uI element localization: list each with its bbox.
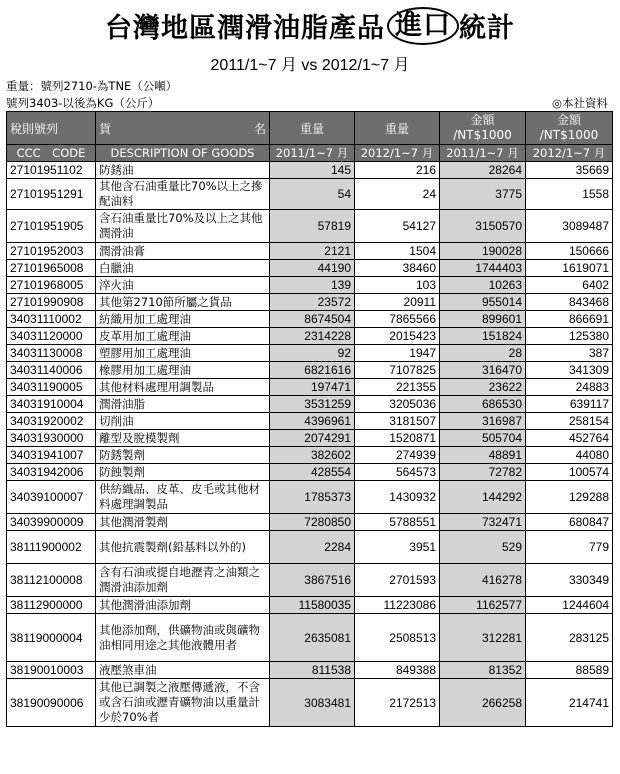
cell-description: 含有石油或提自地瀝青之油類之潤滑油添加劑 <box>96 564 270 597</box>
cell-amount-2011: 316470 <box>440 362 526 379</box>
cell-weight-2012: 2508513 <box>355 614 440 662</box>
cell-description: 皮革用加工處理油 <box>96 328 270 345</box>
cell-weight-2012: 5788551 <box>355 514 440 531</box>
cell-code: 34031941007 <box>7 447 96 464</box>
table-row <box>7 179 613 210</box>
cell-weight-2012: 216 <box>355 162 440 179</box>
cell-weight-2011: 139 <box>270 277 355 294</box>
cell-weight-2011: 4396961 <box>270 413 355 430</box>
cell-weight-2012: 849388 <box>355 662 440 679</box>
cell-weight-2011: 2314228 <box>270 328 355 345</box>
cell-weight-2012: 1947 <box>355 345 440 362</box>
cell-code: 34031930000 <box>7 430 96 447</box>
page-title <box>105 6 515 45</box>
cell-amount-2012: 100574 <box>526 464 613 481</box>
cell-weight-2011: 54 <box>270 179 355 210</box>
table-row <box>7 311 613 328</box>
cell-code: 34039100007 <box>7 481 96 514</box>
cell-weight-2011: 44190 <box>270 260 355 277</box>
cell-description: 防銹油 <box>96 162 270 179</box>
cell-amount-2012: 35669 <box>526 162 613 179</box>
cell-amount-2012: 1558 <box>526 179 613 210</box>
cell-amount-2012: 6402 <box>526 277 613 294</box>
cell-weight-2012: 274939 <box>355 447 440 464</box>
cell-weight-2012: 221355 <box>355 379 440 396</box>
subheader-period-amount-2011: 2011/1~7 月 <box>440 145 526 162</box>
header-desc-left: 貨 <box>99 121 112 136</box>
header-weight-2011: 重量 <box>270 112 355 145</box>
title-main: 台灣地區潤滑油脂產品 <box>105 13 385 44</box>
cell-description: 其他含石油重量比70%以上之摻配油料 <box>96 179 270 210</box>
cell-weight-2011: 145 <box>270 162 355 179</box>
cell-amount-2011: 416278 <box>440 564 526 597</box>
cell-amount-2012: 214741 <box>526 679 613 727</box>
cell-weight-2012: 1520871 <box>355 430 440 447</box>
cell-amount-2011: 10263 <box>440 277 526 294</box>
cell-amount-2012: 44080 <box>526 447 613 464</box>
table-row <box>7 345 613 362</box>
subheader-code: CCC CODE <box>7 145 96 162</box>
title-circled-word: 進口 <box>387 7 459 45</box>
header-desc-right: 名 <box>253 121 266 136</box>
table-row <box>7 362 613 379</box>
header-amount-2011: 金額 /NT$1000 <box>440 112 526 145</box>
cell-amount-2012: 779 <box>526 531 613 564</box>
table-row <box>7 614 613 662</box>
table-row <box>7 396 613 413</box>
cell-amount-2012: 330349 <box>526 564 613 597</box>
cell-amount-2011: 28264 <box>440 162 526 179</box>
cell-weight-2012: 564573 <box>355 464 440 481</box>
cell-weight-2012: 2172513 <box>355 679 440 727</box>
cell-description: 其他潤滑油添加劑 <box>96 597 270 614</box>
header-weight-2012: 重量 <box>355 112 440 145</box>
cell-amount-2011: 48891 <box>440 447 526 464</box>
cell-amount-2011: 1744403 <box>440 260 526 277</box>
cell-code: 34031190005 <box>7 379 96 396</box>
cell-amount-2011: 72782 <box>440 464 526 481</box>
cell-weight-2012: 11223086 <box>355 597 440 614</box>
cell-weight-2011: 2074291 <box>270 430 355 447</box>
cell-weight-2011: 428554 <box>270 464 355 481</box>
cell-description: 離型及脫模製劑 <box>96 430 270 447</box>
cell-code: 38111900002 <box>7 531 96 564</box>
table-header-row <box>7 112 613 145</box>
cell-amount-2012: 258154 <box>526 413 613 430</box>
table-row <box>7 277 613 294</box>
cell-description: 切削油 <box>96 413 270 430</box>
cell-code: 27101952003 <box>7 243 96 260</box>
cell-amount-2012: 387 <box>526 345 613 362</box>
cell-code: 38119000004 <box>7 614 96 662</box>
page-subtitle: 2011/1~7 月 vs 2012/1~7 月 <box>210 57 410 74</box>
cell-description: 塑膠用加工處理油 <box>96 345 270 362</box>
cell-amount-2012: 88589 <box>526 662 613 679</box>
subheader-description: DESCRIPTION OF GOODS <box>96 145 270 162</box>
cell-amount-2012: 125380 <box>526 328 613 345</box>
cell-amount-2011: 312281 <box>440 614 526 662</box>
cell-description: 防蝕製劑 <box>96 464 270 481</box>
cell-amount-2011: 144292 <box>440 481 526 514</box>
cell-code: 38190090006 <box>7 679 96 727</box>
cell-amount-2012: 129288 <box>526 481 613 514</box>
table-row <box>7 564 613 597</box>
cell-amount-2012: 680847 <box>526 514 613 531</box>
cell-amount-2011: 505704 <box>440 430 526 447</box>
cell-code: 38112100008 <box>7 564 96 597</box>
cell-weight-2011: 11580035 <box>270 597 355 614</box>
header-amount-2012: 金額 /NT$1000 <box>526 112 613 145</box>
cell-amount-2012: 866691 <box>526 311 613 328</box>
table-row <box>7 447 613 464</box>
cell-description: 含石油重量比70%及以上之其他潤滑油 <box>96 210 270 243</box>
source-note: ◎本社資料 <box>551 96 608 110</box>
cell-amount-2011: 316987 <box>440 413 526 430</box>
cell-weight-2012: 24 <box>355 179 440 210</box>
cell-amount-2011: 151824 <box>440 328 526 345</box>
cell-weight-2011: 2121 <box>270 243 355 260</box>
cell-amount-2011: 3775 <box>440 179 526 210</box>
cell-description: 其他潤滑製劑 <box>96 514 270 531</box>
cell-description: 其他材料處理用調製品 <box>96 379 270 396</box>
cell-weight-2011: 3531259 <box>270 396 355 413</box>
cell-weight-2012: 3205036 <box>355 396 440 413</box>
table-row <box>7 379 613 396</box>
cell-amount-2012: 843468 <box>526 294 613 311</box>
subheader-period-amount-2012: 2012/1~7 月 <box>526 145 613 162</box>
cell-amount-2012: 150666 <box>526 243 613 260</box>
table-row <box>7 531 613 564</box>
cell-code: 27101968005 <box>7 277 96 294</box>
cell-description: 其他第2710節所屬之貨品 <box>96 294 270 311</box>
cell-amount-2011: 1162577 <box>440 597 526 614</box>
table-row <box>7 243 613 260</box>
subheader-period-weight-2012: 2012/1~7 月 <box>355 145 440 162</box>
cell-amount-2012: 639117 <box>526 396 613 413</box>
cell-amount-2011: 266258 <box>440 679 526 727</box>
cell-amount-2012: 3089487 <box>526 210 613 243</box>
cell-code: 34031140006 <box>7 362 96 379</box>
cell-weight-2011: 23572 <box>270 294 355 311</box>
table-row <box>7 162 613 179</box>
cell-weight-2011: 6821616 <box>270 362 355 379</box>
cell-amount-2011: 529 <box>440 531 526 564</box>
table-row <box>7 328 613 345</box>
cell-amount-2011: 686530 <box>440 396 526 413</box>
cell-code: 34031110002 <box>7 311 96 328</box>
unit-note-line2: 號列3403-以後為KG（公斤） <box>6 96 160 110</box>
cell-code: 27101990908 <box>7 294 96 311</box>
cell-weight-2011: 2284 <box>270 531 355 564</box>
cell-weight-2012: 38460 <box>355 260 440 277</box>
cell-weight-2011: 3083481 <box>270 679 355 727</box>
table-row <box>7 413 613 430</box>
table-row <box>7 430 613 447</box>
cell-weight-2012: 103 <box>355 277 440 294</box>
table-row <box>7 481 613 514</box>
title-container <box>0 6 620 45</box>
cell-amount-2012: 1619071 <box>526 260 613 277</box>
cell-description: 橡膠用加工處理油 <box>96 362 270 379</box>
cell-amount-2012: 24883 <box>526 379 613 396</box>
cell-code: 38112900000 <box>7 597 96 614</box>
cell-code: 27101965008 <box>7 260 96 277</box>
table-row <box>7 260 613 277</box>
import-statistics-table <box>6 111 613 727</box>
cell-weight-2011: 92 <box>270 345 355 362</box>
header-code: 稅則號列 <box>7 112 96 145</box>
table-row <box>7 210 613 243</box>
cell-code: 38190010003 <box>7 662 96 679</box>
cell-weight-2012: 54127 <box>355 210 440 243</box>
table-subheader-row <box>7 145 613 162</box>
cell-description: 紡織用加工處理油 <box>96 311 270 328</box>
cell-description: 液壓煞車油 <box>96 662 270 679</box>
cell-weight-2012: 7107825 <box>355 362 440 379</box>
unit-note-line1: 重量：號列2710-為TNE（公噸） <box>6 79 178 93</box>
header-description <box>96 112 270 145</box>
table-row <box>7 464 613 481</box>
cell-weight-2012: 1504 <box>355 243 440 260</box>
table-row <box>7 679 613 727</box>
cell-description: 其他抗震製劑(鉛基料以外的) <box>96 531 270 564</box>
cell-description: 潤滑油脂 <box>96 396 270 413</box>
title-tail: 統計 <box>459 13 515 44</box>
cell-weight-2012: 3181507 <box>355 413 440 430</box>
cell-code: 34031942006 <box>7 464 96 481</box>
cell-amount-2011: 28 <box>440 345 526 362</box>
cell-code: 34031910004 <box>7 396 96 413</box>
cell-amount-2012: 1244604 <box>526 597 613 614</box>
cell-description: 白臘油 <box>96 260 270 277</box>
cell-description: 防銹製劑 <box>96 447 270 464</box>
cell-weight-2011: 1785373 <box>270 481 355 514</box>
cell-code: 34039900009 <box>7 514 96 531</box>
table-row <box>7 662 613 679</box>
cell-weight-2011: 3867516 <box>270 564 355 597</box>
cell-weight-2011: 382602 <box>270 447 355 464</box>
cell-description: 淬火油 <box>96 277 270 294</box>
subheader-period-weight-2011: 2011/1~7 月 <box>270 145 355 162</box>
cell-weight-2011: 57819 <box>270 210 355 243</box>
cell-amount-2011: 899601 <box>440 311 526 328</box>
cell-weight-2012: 7865566 <box>355 311 440 328</box>
table-body <box>7 162 613 727</box>
cell-weight-2012: 1430932 <box>355 481 440 514</box>
cell-code: 34031120000 <box>7 328 96 345</box>
cell-amount-2011: 955014 <box>440 294 526 311</box>
cell-code: 34031920002 <box>7 413 96 430</box>
cell-code: 27101951905 <box>7 210 96 243</box>
cell-weight-2012: 20911 <box>355 294 440 311</box>
cell-amount-2012: 452764 <box>526 430 613 447</box>
cell-weight-2011: 8674504 <box>270 311 355 328</box>
cell-weight-2012: 2701593 <box>355 564 440 597</box>
table-row <box>7 294 613 311</box>
cell-code: 27101951102 <box>7 162 96 179</box>
cell-amount-2011: 732471 <box>440 514 526 531</box>
cell-weight-2011: 197471 <box>270 379 355 396</box>
table-row <box>7 597 613 614</box>
cell-amount-2011: 81352 <box>440 662 526 679</box>
cell-amount-2011: 23622 <box>440 379 526 396</box>
table-row <box>7 514 613 531</box>
cell-amount-2012: 341309 <box>526 362 613 379</box>
cell-description: 供紡織品、皮革、皮毛或其他材料處理調製品 <box>96 481 270 514</box>
cell-description: 其他已調製之液壓傳遞液，不含或含石油或瀝青礦物油以重量計少於70%者 <box>96 679 270 727</box>
cell-weight-2012: 2015423 <box>355 328 440 345</box>
cell-code: 27101951291 <box>7 179 96 210</box>
cell-weight-2011: 811538 <box>270 662 355 679</box>
cell-description: 潤滑油膏 <box>96 243 270 260</box>
cell-weight-2011: 2635081 <box>270 614 355 662</box>
cell-description: 其他添加劑，供礦物油或與礦物油相同用途之其他液體用者 <box>96 614 270 662</box>
cell-code: 34031130008 <box>7 345 96 362</box>
cell-amount-2012: 283125 <box>526 614 613 662</box>
cell-weight-2011: 7280850 <box>270 514 355 531</box>
cell-amount-2011: 3150570 <box>440 210 526 243</box>
cell-weight-2012: 3951 <box>355 531 440 564</box>
cell-amount-2011: 190028 <box>440 243 526 260</box>
